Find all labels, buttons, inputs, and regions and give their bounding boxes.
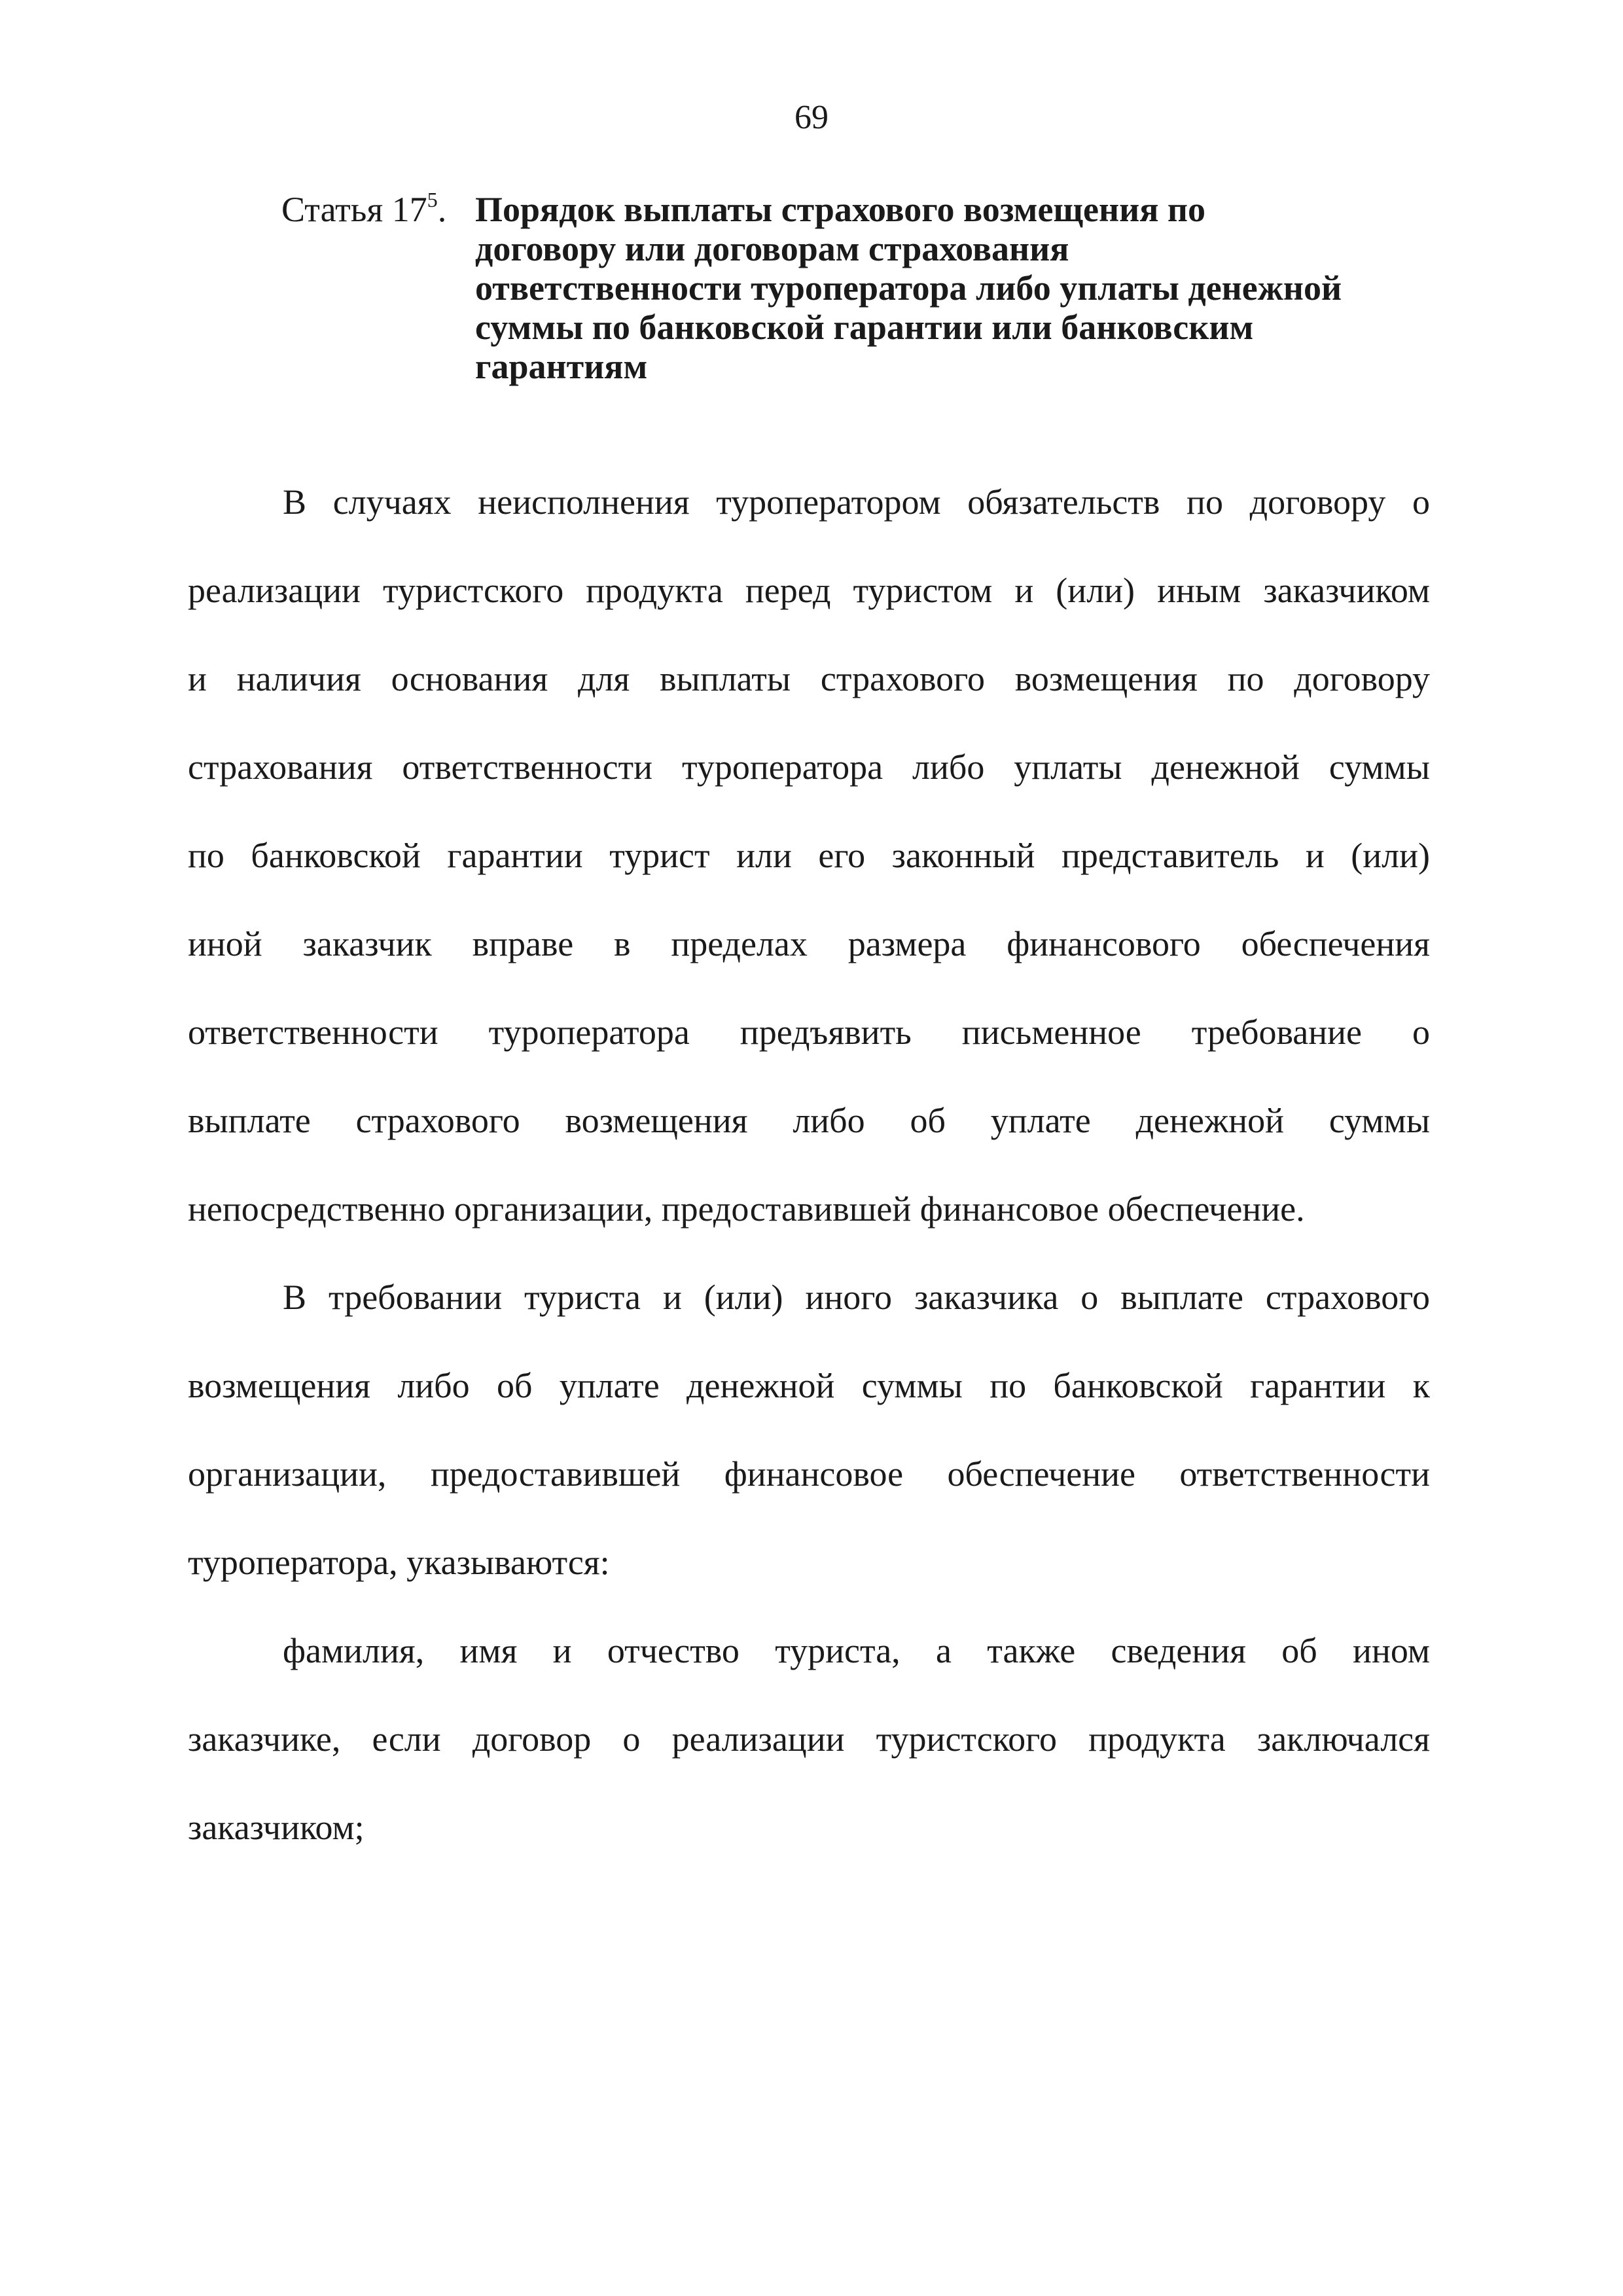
article-number <box>281 190 446 234</box>
paragraph-line: организации, предоставившей финансовое обеспечение ответственности <box>188 1454 1430 1494</box>
article-title-line: ответственности туроператора либо уплаты денежной <box>475 268 1342 308</box>
paragraph-line: ответственности туроператора предъявить письменное требование о <box>188 1013 1430 1052</box>
article-number-dot: . <box>437 190 447 229</box>
article-title <box>475 190 1457 386</box>
paragraph-line: и наличия основания для выплаты страхового возмещения по договору <box>188 659 1430 698</box>
paragraph-line: непосредственно организации, предоставившей финансовое обеспечение. <box>188 1189 1305 1229</box>
paragraph-line: выплате страхового возмещения либо об уплате денежной суммы <box>188 1101 1430 1140</box>
paragraph-line: В требовании туриста и (или) иного заказчика о выплате страхового <box>283 1278 1430 1317</box>
paragraph <box>188 1253 1430 1607</box>
paragraph <box>188 458 1430 1253</box>
article-title-line: Порядок выплаты страхового возмещения по <box>475 190 1206 229</box>
paragraph-line: страхования ответственности туроператора либо уплаты денежной суммы <box>188 747 1430 787</box>
paragraph-line: В случаях неисполнения туроператором обязательств по договору о <box>283 482 1430 522</box>
page-number <box>0 98 1623 137</box>
paragraph-line: реализации туристского продукта перед туристом и (или) иным заказчиком <box>188 571 1430 610</box>
article-title-line: суммы по банковской гарантии или банковским <box>475 308 1254 347</box>
paragraph-line: туроператора, указываются: <box>188 1543 610 1582</box>
paragraph-line: иной заказчик вправе в пределах размера финансового обеспечения <box>188 924 1430 963</box>
article-title-line: гарантиям <box>475 347 648 386</box>
article-title-line: договору или договорам страхования <box>475 229 1069 268</box>
paragraph-line: заказчике, если договор о реализации туристского продукта заключался <box>188 1719 1430 1759</box>
paragraph-line: по банковской гарантии турист или его законный представитель и (или) <box>188 836 1430 875</box>
paragraph-line: заказчиком; <box>188 1808 365 1847</box>
article-number-superscript: 5 <box>427 188 438 211</box>
article-body <box>188 458 1430 1872</box>
paragraph-line: фамилия, имя и отчество туриста, а также сведения об ином <box>283 1631 1430 1670</box>
paragraph <box>188 1607 1430 1872</box>
article-number-text: Статья 17 <box>281 190 427 229</box>
paragraph-line: возмещения либо об уплате денежной суммы по банковской гарантии к <box>188 1366 1430 1405</box>
page-number-text: 69 <box>794 99 829 136</box>
